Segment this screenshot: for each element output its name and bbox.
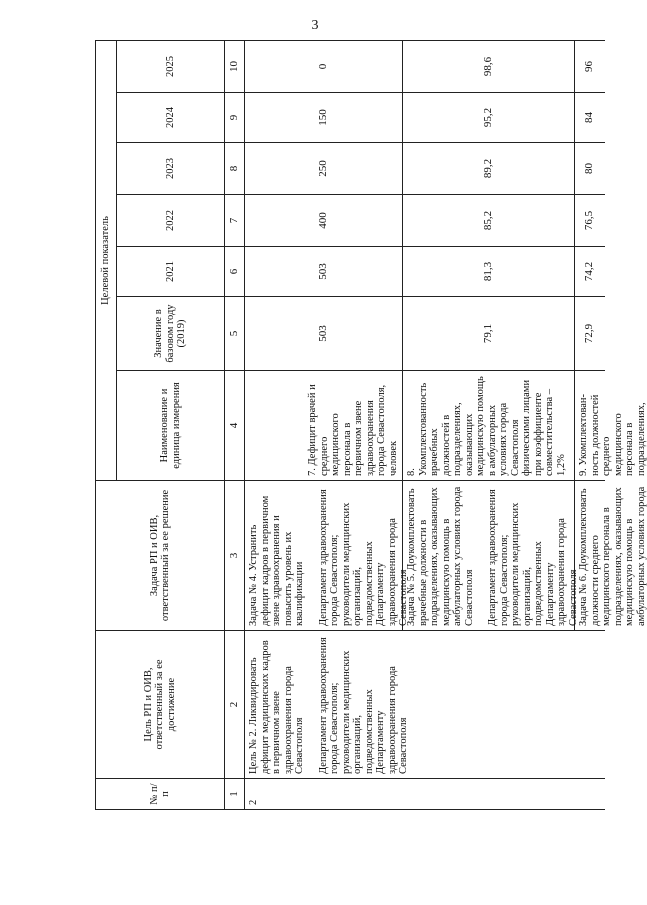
base-value-row-2: 79,1 [403,296,575,370]
rotated-table [95,40,647,810]
goal-cell [245,630,605,778]
task-responsible-row-1: Департамент здравоохранения города Севастополя; руководители медицинских организаций, подведомственных Департаменту здравоохранения города Севастополя [317,489,409,626]
value-2022-row-3: 76,5 [575,194,605,246]
value-2025-row-2: 98,6 [403,40,575,92]
value-2025-row-3: 96 [575,40,605,92]
header-year-2021: 2021 [117,246,225,296]
value-2021-row-1: 503 [245,246,403,296]
base-value-row-1: 503 [245,296,403,370]
value-2023-row-1: 250 [245,142,403,194]
col-number-2: 2 [225,630,245,778]
header-indicator-name: Наименование и единица измерения [117,370,225,480]
col-number-4: 4 [225,370,245,480]
value-2021-row-3: 74,2 [575,246,605,296]
header-year-2025: 2025 [117,40,225,92]
header-task: Задача РП и ОИВ, ответственный за ее решение [95,480,225,630]
col-number-6: 6 [225,246,245,296]
value-2021-row-2: 81,3 [403,246,575,296]
col-number-10: 10 [225,40,245,92]
header-goal: Цель РП и ОИВ, ответственный за ее достижение [95,630,225,778]
value-2024-row-1: 150 [245,92,403,142]
header-base-value: Значение в базовом году (2019) [117,296,225,370]
task-title-row-2: Задача № 5. Доукомплектовать врачебные должности в подразделениях, оказывающих медицинскую помощь в амбулаторных условиях города Севастополя [406,486,475,626]
value-2023-row-3: 80 [575,142,605,194]
task-title-row-3: Задача № 6. Доукомплектовать должности среднего медицинского персонала в подразделениях, оказывающих медицинскую помощь в амбулаторных условиях города [578,486,647,626]
task-title-row-1: Задача № 4. Устранить дефицит кадров в первичном звене здравоохранения и повысить уровень их квалификации [248,495,305,626]
header-year-2022: 2022 [117,194,225,246]
indicator-text-row-2: 8. Укомплектованность врачебных должностей в подразделениях, оказывающих медицинскую помощь в амбулаторных условиях города Севастополя физическими лицами при коэффициенте совместительства – 1,2% [406,376,567,476]
indicator-text-row-1: 7. Дефицит врачей и среднего медицинского персонала в первичном звене здравоохранения города Севастополя, человек [307,384,399,476]
col-number-3: 3 [225,480,245,630]
task-cell-row-3 [575,480,647,630]
goal-responsible: Департамент здравоохранения города Севастополя; руководители медицинских организаций, подведомственных Департаменту здравоохранения города Севастополя [317,637,409,774]
col-number-1: 1 [225,778,245,810]
task-cell-row-1 [245,480,409,630]
value-2023-row-2: 89,2 [403,142,575,194]
col-number-7: 7 [225,194,245,246]
value-2022-row-2: 85,2 [403,194,575,246]
base-value-row-3: 72,9 [575,296,605,370]
col-number-5: 5 [225,296,245,370]
col-number-9: 9 [225,92,245,142]
goal-title: Цель № 2. Ликвидировать дефицит медицинских кадров в первичном звене здравоохранения города Севастополя [248,640,305,774]
header-target-indicator: Целевой показатель [95,40,117,480]
value-2022-row-1: 400 [245,194,403,246]
header-year-2024: 2024 [117,92,225,142]
value-2024-row-2: 95,2 [403,92,575,142]
value-2024-row-3: 84 [575,92,605,142]
task-responsible-row-2: Департамент здравоохранения города Севастополя; руководители медицинских организаций, подведомственных Департаменту здравоохранения города Севастополя [487,489,579,626]
col-number-8: 8 [225,142,245,194]
header-year-2023: 2023 [117,142,225,194]
page-number: 3 [311,18,319,33]
indicator-cell-row-2 [403,370,575,480]
indicator-cell-row-1 [245,370,403,480]
value-2025-row-1: 0 [245,40,403,92]
indicator-text-row-3: 9. Укомплектован-ность должностей среднего медицинского персонала в подразделениях, [578,393,647,476]
indicator-cell-row-3 [575,370,647,480]
task-cell-row-2 [403,480,579,630]
header-no: № п/п [95,778,225,810]
row-number: 2 [245,778,605,810]
